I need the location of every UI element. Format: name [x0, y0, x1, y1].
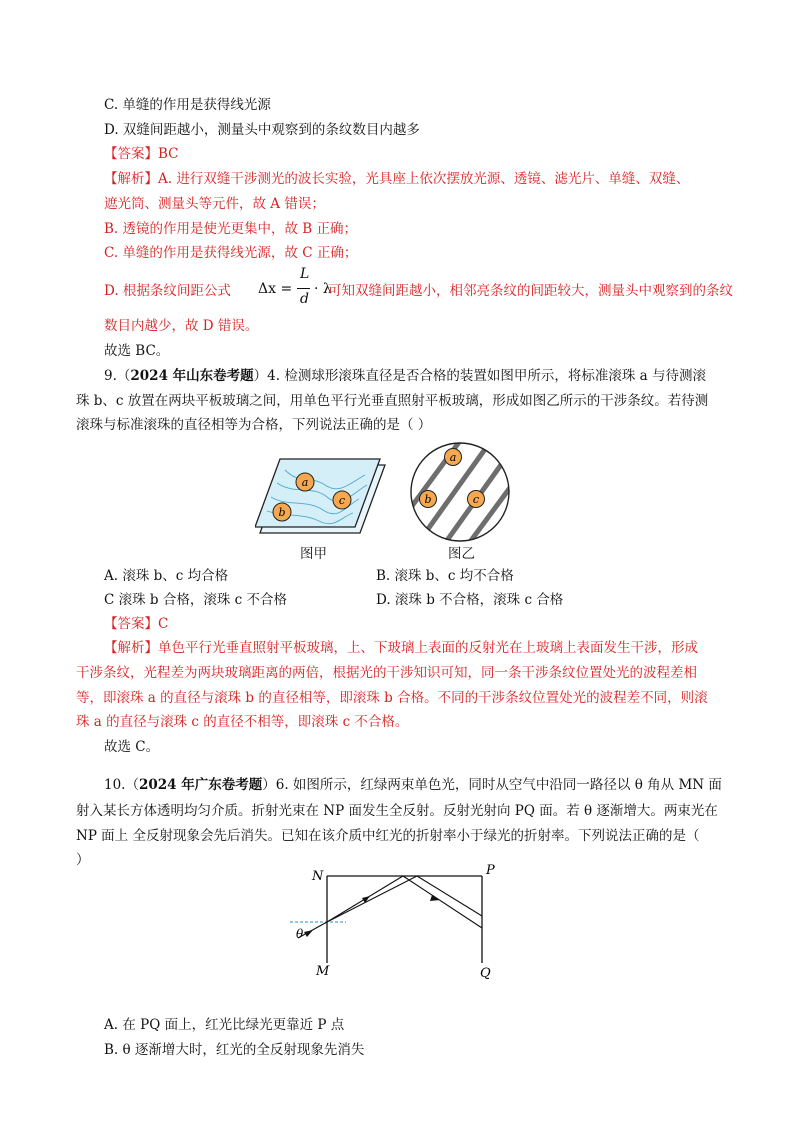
q8-analysis-line1: 【解析】A. 进行双缝干涉测光的波长实验，光具座上依次摆放光源、透镜、滤光片、单缝、双缝、 [104, 171, 690, 187]
q9-option-c: C 滚珠 b 合格，滚珠 c 不合格 [104, 592, 287, 608]
svg-text:b: b [424, 493, 432, 506]
q9-conclusion: 故选 C。 [104, 739, 160, 755]
q8-option-c: C. 单缝的作用是获得线光源 [104, 97, 271, 113]
label-q: Q [480, 966, 491, 981]
q9-stem-line3: 滚珠与标准滚珠的直径相等为合格，下列说法正确的是（ ） [76, 417, 432, 433]
q9-option-a: A. 滚珠 b、c 均合格 [104, 568, 229, 584]
q9-analysis-line4: 珠 a 的直径与滚珠 c 的直径不相等，即滚珠 c 不合格。 [76, 714, 409, 730]
label-theta: θ [296, 927, 304, 941]
svg-text:c: c [472, 493, 480, 506]
figure-jia [255, 455, 390, 540]
q9-stem-line1: 9.（2024 年山东卷考题）4. 检测球形滚珠直径是否合格的装置如图甲所示，将标准滚珠 a 与待测滚 [104, 368, 706, 384]
svg-text:a: a [301, 476, 309, 489]
q9-analysis-line2: 干涉条纹，光程差为两块玻璃距离的两倍，根据光的干涉知识可知，同一条干涉条纹位置处光的波程差相 [76, 665, 697, 681]
q9-analysis-line3: 等，即滚珠 a 的直径与滚珠 b 的直径相等，即滚珠 b 合格。不同的干涉条纹位置处光的波程差不同，则滚 [76, 690, 708, 706]
q8-analysis-b: B. 透镜的作用是使光更集中，故 B 正确； [104, 221, 358, 237]
label-p: P [486, 863, 495, 878]
figure-jia-label: 图甲 [300, 546, 327, 562]
q10-stem-line2: 射入某长方体透明均匀介质。折射光束在 NP 面发生全反射。反射光射向 PQ 面。若 θ 逐渐增大。两束光在 [76, 803, 718, 819]
q10-stem-line3: NP 面上 全反射现象会先后消失。已知在该介质中红光的折射率小于绿光的折射率。下列说法正确的是（ [76, 828, 700, 844]
figure-yi [408, 440, 512, 544]
q10-option-b: B. θ 逐渐增大时，红光的全反射现象先消失 [104, 1042, 365, 1058]
svg-text:c: c [338, 494, 346, 507]
figure-prism [280, 858, 510, 988]
formula-numerator: L [300, 266, 310, 282]
ball-c-top [468, 491, 485, 508]
label-n: N [312, 869, 324, 884]
ray-arrows [304, 895, 440, 937]
q8-answer: 【答案】BC [104, 146, 179, 162]
formula-rhs: · λ [314, 281, 332, 297]
q9-stem-line2: 珠 b、c 放置在两块平板玻璃之间，用单色平行光垂直照射平板玻璃，形成如图乙所示的干涉条纹。若待测 [76, 393, 709, 409]
formula-lhs: Δx = [258, 281, 293, 297]
q8-conclusion: 故选 BC。 [104, 343, 170, 359]
q10-option-a: A. 在 PQ 面上，红光比绿光更靠近 P 点 [104, 1017, 345, 1033]
ball-a [296, 473, 314, 491]
formula-fraction-bar [297, 288, 310, 289]
ball-a-top [445, 449, 462, 466]
q9-analysis-line1: 【解析】单色平行光垂直照射平板玻璃，上、下玻璃上表面的反射光在上玻璃上表面发生干涉，形成 [104, 640, 698, 656]
q9-option-b: B. 滚珠 b、c 均不合格 [376, 568, 514, 584]
q9-option-d: D. 滚珠 b 不合格，滚珠 c 合格 [376, 592, 564, 608]
q9-source: 2024 年山东卷考题 [130, 368, 254, 384]
ball-b-top [420, 491, 437, 508]
ball-c [333, 491, 351, 509]
figure-yi-label: 图乙 [448, 546, 475, 562]
svg-text:b: b [278, 506, 286, 519]
q9-answer: 【答案】C [104, 616, 169, 632]
q8-analysis-d-prefix: D. 根据条纹间距公式 [104, 283, 231, 299]
label-m: M [316, 964, 330, 979]
q8-analysis-d-suffix: 可知双缝间距越小，相邻亮条纹的间距较大，测量头中观察到的条纹 [328, 283, 733, 299]
q10-stem-line1: 10.（2024 年广东卷考题）6. 如图所示，红绿两束单色光，同时从空气中沿同一路径以 θ 角从 MN 面 [104, 777, 722, 793]
q8-analysis-c: C. 单缝的作用是获得线光源，故 C 正确； [104, 245, 358, 261]
q8-analysis-line2: 遮光筒、测量头等元件，故 A 错误； [104, 196, 325, 212]
svg-text:a: a [449, 451, 457, 464]
q10-source: 2024 年广东卷考题 [138, 777, 263, 793]
q8-option-d: D. 双缝间距越小，测量头中观察到的条纹数目内越多 [104, 122, 420, 138]
light-rays [298, 876, 482, 938]
q8-analysis-d-line2: 数目内越少，故 D 错误。 [104, 318, 259, 334]
formula-denominator: d [300, 291, 309, 307]
q10-stem-line4: ） [76, 852, 90, 868]
ball-b [273, 503, 291, 521]
